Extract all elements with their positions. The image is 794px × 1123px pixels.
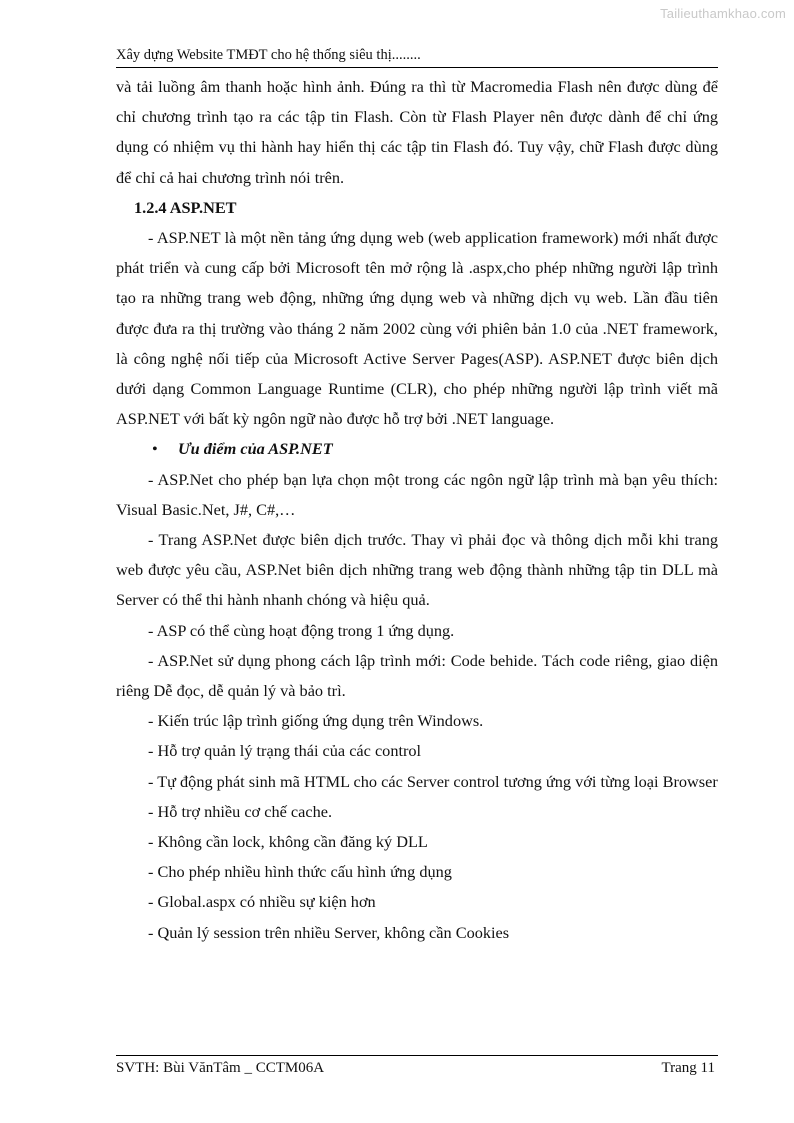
header-divider [116,67,718,68]
advantage-item: - Trang ASP.Net được biên dịch trước. Thay vì phải đọc và thông dịch mỗi khi trang web được yêu cầu, ASP.Net biên dịch những trang web động thành những tập tin DLL mà Server có thể thi hành nhanh chóng và hiệu quả. [116,530,718,610]
section-heading: 1.2.4 ASP.NET [134,197,237,217]
advantage-item: - Tự động phát sinh mã HTML cho các Server control tương ứng với từng loại Browser [148,771,718,791]
bullet-icon: • [152,439,158,459]
footer-author: SVTH: Bùi VănTâm _ CCTM06A [116,1060,325,1076]
advantage-item: - Hỗ trợ quản lý trạng thái của các control [148,741,422,761]
advantage-item: - Global.aspx có nhiều sự kiện hơn [148,892,376,912]
footer-page-number: Trang 11 [661,1060,715,1076]
advantage-item: - Cho phép nhiều hình thức cấu hình ứng dụng [148,862,452,882]
advantage-item: - ASP.Net sử dụng phong cách lập trình mới: Code behide. Tách code riêng, giao diện riêng Dễ đọc, dễ quản lý và bảo trì. [116,650,718,701]
advantage-item: - Hỗ trợ nhiều cơ chế cache. [148,801,333,821]
watermark: Tailieuthamkhao.com [660,6,786,21]
advantages-heading [116,434,718,464]
document-body [116,72,718,948]
advantage-item: - ASP có thể cùng hoạt động trong 1 ứng dụng. [148,620,455,640]
page-header-title: Xây dựng Website TMĐT cho hệ thống siêu thị........ [116,47,421,63]
intro-paragraph: và tải luồng âm thanh hoặc hình ảnh. Đúng ra thì từ Macromedia Flash nên được dùng để chỉ chương trình tạo ra các tập tin Flash. Còn từ Flash Player nên được dành để chỉ ứng dụng có nhiệm vụ thi hành hay hiển thị các tập tin Flash đó. Tuy vậy, chữ Flash được dùng để chỉ cả hai chương trình nói trên. [116,77,718,187]
footer-divider [116,1055,718,1056]
advantage-item: - ASP.Net cho phép bạn lựa chọn một trong các ngôn ngữ lập trình mà bạn yêu thích: Visual Basic.Net, J#, C#,… [116,469,718,519]
advantage-item: - Kiến trúc lập trình giống ứng dụng trên Windows. [148,711,484,731]
section-paragraph: - ASP.NET là một nền tảng ứng dụng web (web application framework) mới nhất được phát triển và cung cấp bởi Microsoft tên mở rộng là .aspx,cho phép những người lập trình tạo ra những trang web động, những ứng dụng web và những dịch vụ web. Lần đầu tiên được đưa ra thị trường vào tháng 2 năm 2002 cùng với phiên bản 1.0 của .NET framework, là công nghệ nối tiếp của Microsoft Active Server Pages(ASP). ASP.NET được biên dịch dưới dạng Common Language Runtime (CLR), cho phép những người lập trình viết mã ASP.NET với bất kỳ ngôn ngữ nào được hỗ trợ bởi .NET language. [116,228,718,429]
advantages-heading-text: Ưu điểm của ASP.NET [178,439,333,459]
advantage-item: - Không cần lock, không cần đăng ký DLL [148,832,428,852]
advantage-item: - Quản lý session trên nhiều Server, không cần Cookies [148,922,510,942]
